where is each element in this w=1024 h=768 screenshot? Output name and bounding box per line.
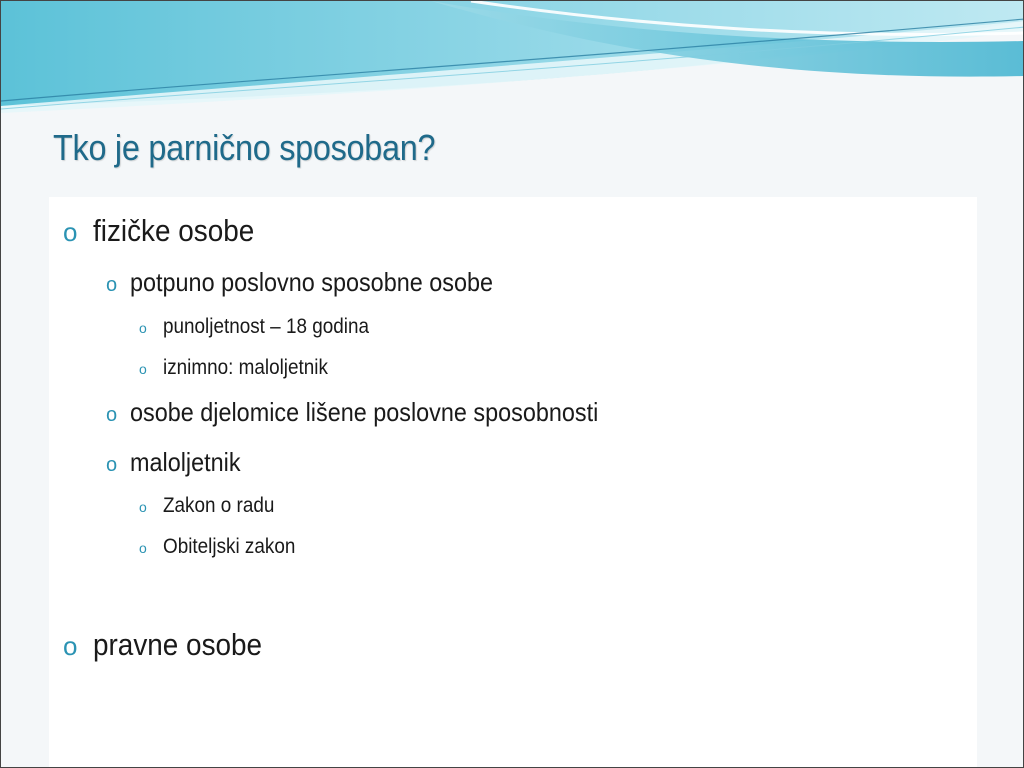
bullet-item <box>63 627 281 663</box>
bullet-marker: o <box>63 217 78 247</box>
bullet-item <box>106 267 533 298</box>
bullet-text: iznimno: maloljetnik <box>163 356 328 379</box>
bullet-item <box>106 397 650 428</box>
bullet-marker: o <box>106 404 118 426</box>
bullet-marker: o <box>139 320 147 336</box>
bullet-item <box>106 447 253 478</box>
bullet-item <box>139 494 287 518</box>
bullet-text: punoljetnost – 18 godina <box>163 315 369 338</box>
bullet-text: maloljetnik <box>130 447 241 477</box>
bullet-marker: o <box>139 540 147 556</box>
bullet-item <box>139 356 346 380</box>
bullet-text: pravne osobe <box>93 627 263 662</box>
bullet-text: Zakon o radu <box>163 494 275 517</box>
bullet-marker: o <box>139 499 147 515</box>
bullet-marker: o <box>106 454 118 476</box>
bullet-text: osobe djelomice lišene poslovne sposobnosti <box>130 397 599 427</box>
bullet-list <box>1 1 1024 768</box>
bullet-marker: o <box>63 631 78 661</box>
bullet-text: fizičke osobe <box>93 213 255 248</box>
bullet-item <box>139 315 392 339</box>
bullet-marker: o <box>106 274 118 296</box>
bullet-item <box>63 213 272 249</box>
slide-title: Tko je parnično sposoban? <box>53 127 436 168</box>
bullet-text: potpuno poslovno sposobne osobe <box>130 267 494 297</box>
bullet-marker: o <box>139 361 147 377</box>
bullet-item <box>139 535 310 559</box>
bullet-text: Obiteljski zakon <box>163 535 296 558</box>
